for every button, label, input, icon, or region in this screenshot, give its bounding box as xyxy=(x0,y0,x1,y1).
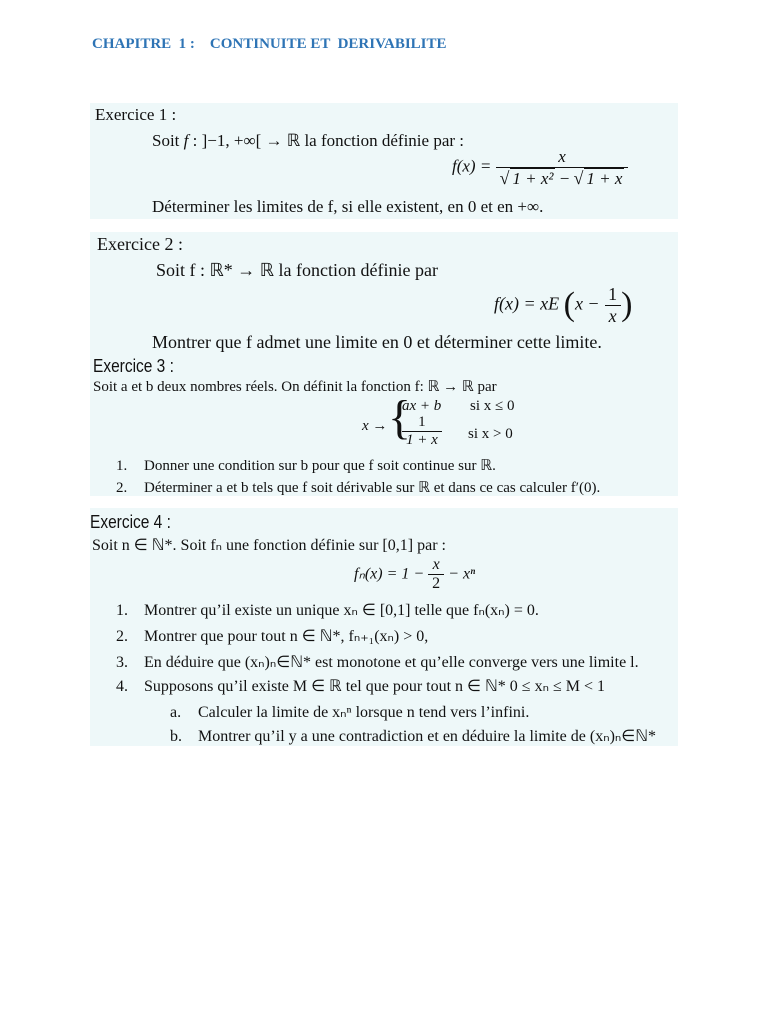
exercise-4-item-2: 2. Montrer que pour tout n ∈ ℕ*, fₙ₊₁(xₙ) > 0, xyxy=(116,628,429,645)
exercise-4-subitem-a: a. Calculer la limite de xₙⁿ lorsque n tend vers l’infini. xyxy=(170,704,530,721)
exercise-3-item-2: 2. Déterminer a et b tels que f soit dérivable sur ℝ et dans ce cas calculer f′(0). xyxy=(116,480,601,496)
exercise-2-fraction: $\frac{1}{x}$ xyxy=(604,284,621,326)
exercise-4-block xyxy=(90,508,678,746)
exercise-3-case2-cond: si x > 0 xyxy=(468,426,513,442)
exercise-4-formula: fₙ(x) = 1 − $\frac{x}{2}$ − xⁿ xyxy=(354,556,476,593)
exercise-4-item-1: 1. Montrer qu’il existe un unique xₙ ∈ [0,1] telle que fₙ(xₙ) = 0. xyxy=(116,602,539,619)
exercise-2-title: Exercice 2 : xyxy=(97,234,183,254)
exercise-3-case1-cond: si x ≤ 0 xyxy=(470,398,515,414)
exercise-3-brace: { xyxy=(388,391,412,444)
exercise-3-map: x → xyxy=(362,418,388,434)
exercise-3-block xyxy=(90,356,678,496)
exercise-2-formula: f(x) = xE (x − $\frac{1}{x}$ ) xyxy=(494,284,633,326)
exercise-3-item-1: 1. Donner une condition sur b pour que f soit continue sur ℝ. xyxy=(116,458,496,474)
exercise-4-subitem-b: b. Montrer qu’il y a une contradiction et en déduire la limite de (xₙ)ₙ∈ℕ* xyxy=(170,728,657,745)
exercise-1-title: Exercice 1 : xyxy=(95,105,177,124)
exercise-4-intro: Soit n ∈ ℕ*. Soit fₙ une fonction définie sur [0,1] par : xyxy=(92,537,446,554)
exercise-4-item-3: 3. En déduire que (xₙ)ₙ∈ℕ* est monotone et qu’elle converge vers une limite l. xyxy=(116,654,639,671)
exercise-1-intro: Soit f : ]−1, +∞[ → ℝ la fonction définie par : xyxy=(152,131,464,150)
exercise-1-block xyxy=(90,103,678,219)
chapter-title: CHAPITRE 1 : CONTINUITE ET DERIVABILITE xyxy=(92,36,447,52)
exercise-1-formula: f(x) = $\frac{x}{\text{√ 1 + x² − √ 1 + x}}$ xyxy=(452,147,628,188)
exercise-2-block xyxy=(90,232,678,356)
exercise-3-title: Exercice 3 : xyxy=(93,356,174,376)
exercise-4-title: Exercice 4 : xyxy=(90,512,171,532)
exercise-3-intro: Soit a et b deux nombres réels. On définit la fonction f: ℝ → ℝ par xyxy=(93,379,497,395)
exercise-2-intro: Soit f : ℝ* → ℝ la fonction définie par xyxy=(156,260,438,280)
exercise-3-case1: ax + b xyxy=(402,398,442,414)
exercise-1-fraction: $\frac{x}{\text{√ 1 + x² − √ 1 + x}}$ xyxy=(496,147,629,188)
exercise-3-case2: $\frac{1}{1 + x}$ xyxy=(402,414,442,450)
exercise-1-task: Déterminer les limites de f, si elle existent, en 0 et en +∞. xyxy=(152,197,544,216)
exercise-2-task: Montrer que f admet une limite en 0 et déterminer cette limite. xyxy=(152,332,602,352)
exercise-4-item-4: 4. Supposons qu’il existe M ∈ ℝ tel que pour tout n ∈ ℕ* 0 ≤ xₙ ≤ M < 1 xyxy=(116,678,605,695)
